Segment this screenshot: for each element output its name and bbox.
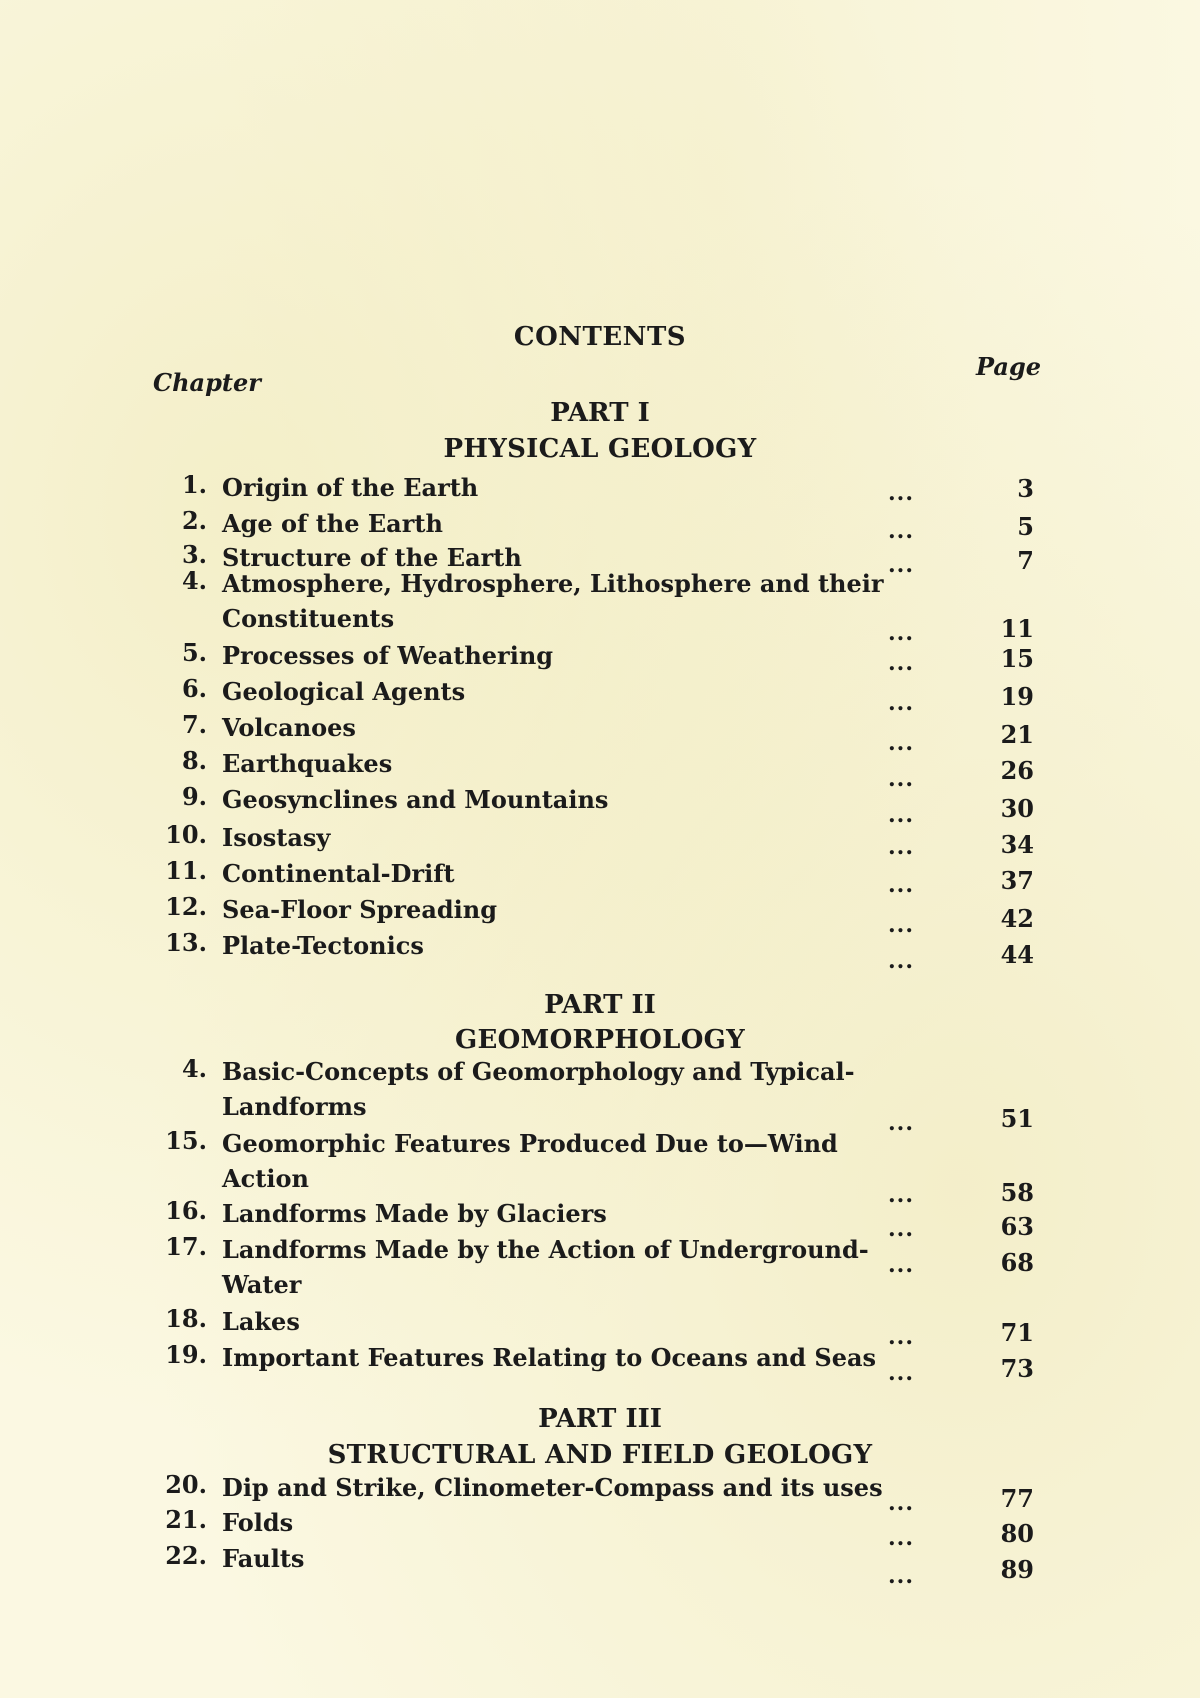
- toc-entry: [0, 1196, 1200, 1242]
- leader-dots: ...: [888, 802, 914, 828]
- chapter-column-label: Chapter: [153, 368, 261, 397]
- leader-dots: ...: [888, 1324, 914, 1350]
- chapter-number: 13.: [165, 928, 207, 957]
- part-3-label: PART III: [538, 1404, 662, 1434]
- chapter-title: Processes of Weathering: [222, 641, 554, 670]
- leader-dots: ...: [888, 518, 914, 544]
- chapter-number: 18.: [165, 1304, 207, 1333]
- leader-dots: ...: [888, 1360, 914, 1386]
- chapter-number: 5.: [181, 638, 207, 667]
- page-number: 26: [1000, 756, 1034, 785]
- chapter-title: Geomorphic Features Produced Due to—Wind: [222, 1129, 838, 1158]
- contents-heading: CONTENTS: [513, 322, 687, 352]
- chapter-title: Structure of the Earth: [222, 543, 522, 572]
- page-number: 80: [1000, 1519, 1034, 1548]
- leader-dots: ...: [888, 1525, 914, 1551]
- chapter-number: 19.: [165, 1340, 207, 1369]
- part-2-label: PART II: [544, 990, 656, 1020]
- page-number: 11: [1000, 614, 1034, 643]
- chapter-number: 12.: [165, 892, 207, 921]
- page-number: 71: [1000, 1318, 1034, 1347]
- page-number: 63: [1000, 1212, 1034, 1241]
- page-number: 89: [1000, 1555, 1034, 1584]
- toc-entry: [0, 928, 1200, 974]
- leader-dots: ...: [888, 650, 914, 676]
- page-number: 68: [1000, 1248, 1034, 1277]
- chapter-number: 7.: [181, 710, 207, 739]
- page-number: 73: [1000, 1354, 1034, 1383]
- chapter-title: Folds: [222, 1508, 294, 1537]
- chapter-title: Lakes: [222, 1307, 300, 1336]
- toc-entry: [0, 638, 1200, 676]
- leader-dots: ...: [888, 1252, 914, 1278]
- toc-entry: [0, 1340, 1200, 1386]
- page-number: 37: [1000, 866, 1034, 895]
- toc-entry: [0, 674, 1200, 716]
- toc-entry: [0, 1126, 1200, 1208]
- page-number: 19: [1000, 682, 1034, 711]
- chapter-title: Geological Agents: [222, 677, 466, 706]
- chapter-title: Earthquakes: [222, 749, 393, 778]
- chapter-number: 15.: [165, 1126, 207, 1155]
- leader-dots: ...: [888, 690, 914, 716]
- toc-entry: [0, 856, 1200, 898]
- page-number: 7: [1017, 546, 1034, 575]
- toc-entry: [0, 506, 1200, 544]
- chapter-title-continuation: Landforms: [222, 1092, 367, 1121]
- chapter-number: 4.: [181, 566, 207, 595]
- leader-dots: ...: [888, 948, 914, 974]
- chapter-title-continuation: Water: [222, 1270, 302, 1299]
- chapter-title: Age of the Earth: [222, 509, 443, 538]
- chapter-title: Basic-Concepts of Geomorphology and Typical-: [222, 1057, 855, 1086]
- toc-entry: [0, 820, 1200, 860]
- leader-dots: ...: [888, 834, 914, 860]
- chapter-number: 9.: [181, 782, 207, 811]
- toc-entry: [0, 1541, 1200, 1589]
- toc-entry: [0, 470, 1200, 506]
- page-number: 5: [1017, 512, 1034, 541]
- chapter-title-continuation: Constituents: [222, 604, 395, 633]
- leader-dots: ...: [888, 1490, 914, 1516]
- page-number: 21: [1000, 720, 1034, 749]
- page-number: 44: [1000, 940, 1034, 969]
- chapter-title: Origin of the Earth: [222, 473, 479, 502]
- leader-dots: ...: [888, 480, 914, 506]
- leader-dots: ...: [888, 912, 914, 938]
- leader-dots: ...: [888, 872, 914, 898]
- chapter-title: Volcanoes: [222, 713, 356, 742]
- leader-dots: ...: [888, 1182, 914, 1208]
- leader-dots: ...: [888, 620, 914, 646]
- page-column-label: Page: [976, 352, 1042, 381]
- part-2-title: GEOMORPHOLOGY: [454, 1025, 746, 1055]
- chapter-title: Sea-Floor Spreading: [222, 895, 497, 924]
- leader-dots: ...: [888, 730, 914, 756]
- page-number: 34: [1000, 830, 1034, 859]
- chapter-number: 2.: [181, 506, 207, 535]
- toc-entry: [0, 892, 1200, 938]
- toc-entry: [0, 540, 1200, 578]
- toc-entry: [0, 1505, 1200, 1551]
- part-1-label: PART I: [550, 398, 650, 428]
- toc-entry: [0, 1470, 1200, 1516]
- chapter-number: 6.: [181, 674, 207, 703]
- toc-entry: [0, 782, 1200, 828]
- chapter-number: 1.: [181, 470, 207, 499]
- leader-dots: ...: [888, 766, 914, 792]
- chapter-title: Continental-Drift: [222, 859, 455, 888]
- chapter-title: Important Features Relating to Oceans and Seas: [222, 1343, 877, 1372]
- chapter-title: Landforms Made by Glaciers: [222, 1199, 607, 1228]
- page-number: 42: [1000, 904, 1034, 933]
- chapter-number: 10.: [165, 820, 207, 849]
- chapter-title: Geosynclines and Mountains: [222, 785, 609, 814]
- toc-entry: [0, 1304, 1200, 1350]
- toc-entry: [0, 1054, 1200, 1136]
- chapter-title: Landforms Made by the Action of Underground-: [222, 1235, 869, 1264]
- chapter-number: 20.: [165, 1470, 207, 1499]
- toc-entry: [0, 746, 1200, 792]
- chapter-title: Dip and Strike, Clinometer-Compass and its uses: [222, 1473, 883, 1502]
- chapter-number: 11.: [165, 856, 207, 885]
- chapter-number: 22.: [165, 1541, 207, 1570]
- chapter-title: Atmosphere, Hydrosphere, Lithosphere and their: [222, 569, 884, 598]
- chapter-number: 17.: [165, 1232, 207, 1261]
- page-number: 58: [1000, 1178, 1034, 1207]
- toc-entry: [0, 710, 1200, 756]
- toc-entry: [0, 566, 1200, 646]
- chapter-title: Plate-Tectonics: [222, 931, 424, 960]
- chapter-number: 8.: [181, 746, 207, 775]
- leader-dots: ...: [888, 552, 914, 578]
- chapter-number: 4.: [181, 1054, 207, 1083]
- chapter-number: 16.: [165, 1196, 207, 1225]
- page-number: 77: [1000, 1484, 1034, 1513]
- chapter-number: 3.: [181, 540, 207, 569]
- page-number: 15: [1000, 644, 1034, 673]
- chapter-title: Faults: [222, 1544, 305, 1573]
- part-3-title: STRUCTURAL AND FIELD GEOLOGY: [327, 1440, 873, 1470]
- chapter-title-continuation: Action: [222, 1164, 309, 1193]
- page-number: 3: [1017, 474, 1034, 503]
- part-1-title: PHYSICAL GEOLOGY: [443, 434, 757, 464]
- leader-dots: ...: [888, 1216, 914, 1242]
- leader-dots: ...: [888, 1563, 914, 1589]
- page-number: 51: [1000, 1104, 1034, 1133]
- page-number: 30: [1000, 794, 1034, 823]
- leader-dots: ...: [888, 1110, 914, 1136]
- toc-entry: [0, 1232, 1200, 1299]
- chapter-number: 21.: [165, 1505, 207, 1534]
- chapter-title: Isostasy: [222, 823, 331, 852]
